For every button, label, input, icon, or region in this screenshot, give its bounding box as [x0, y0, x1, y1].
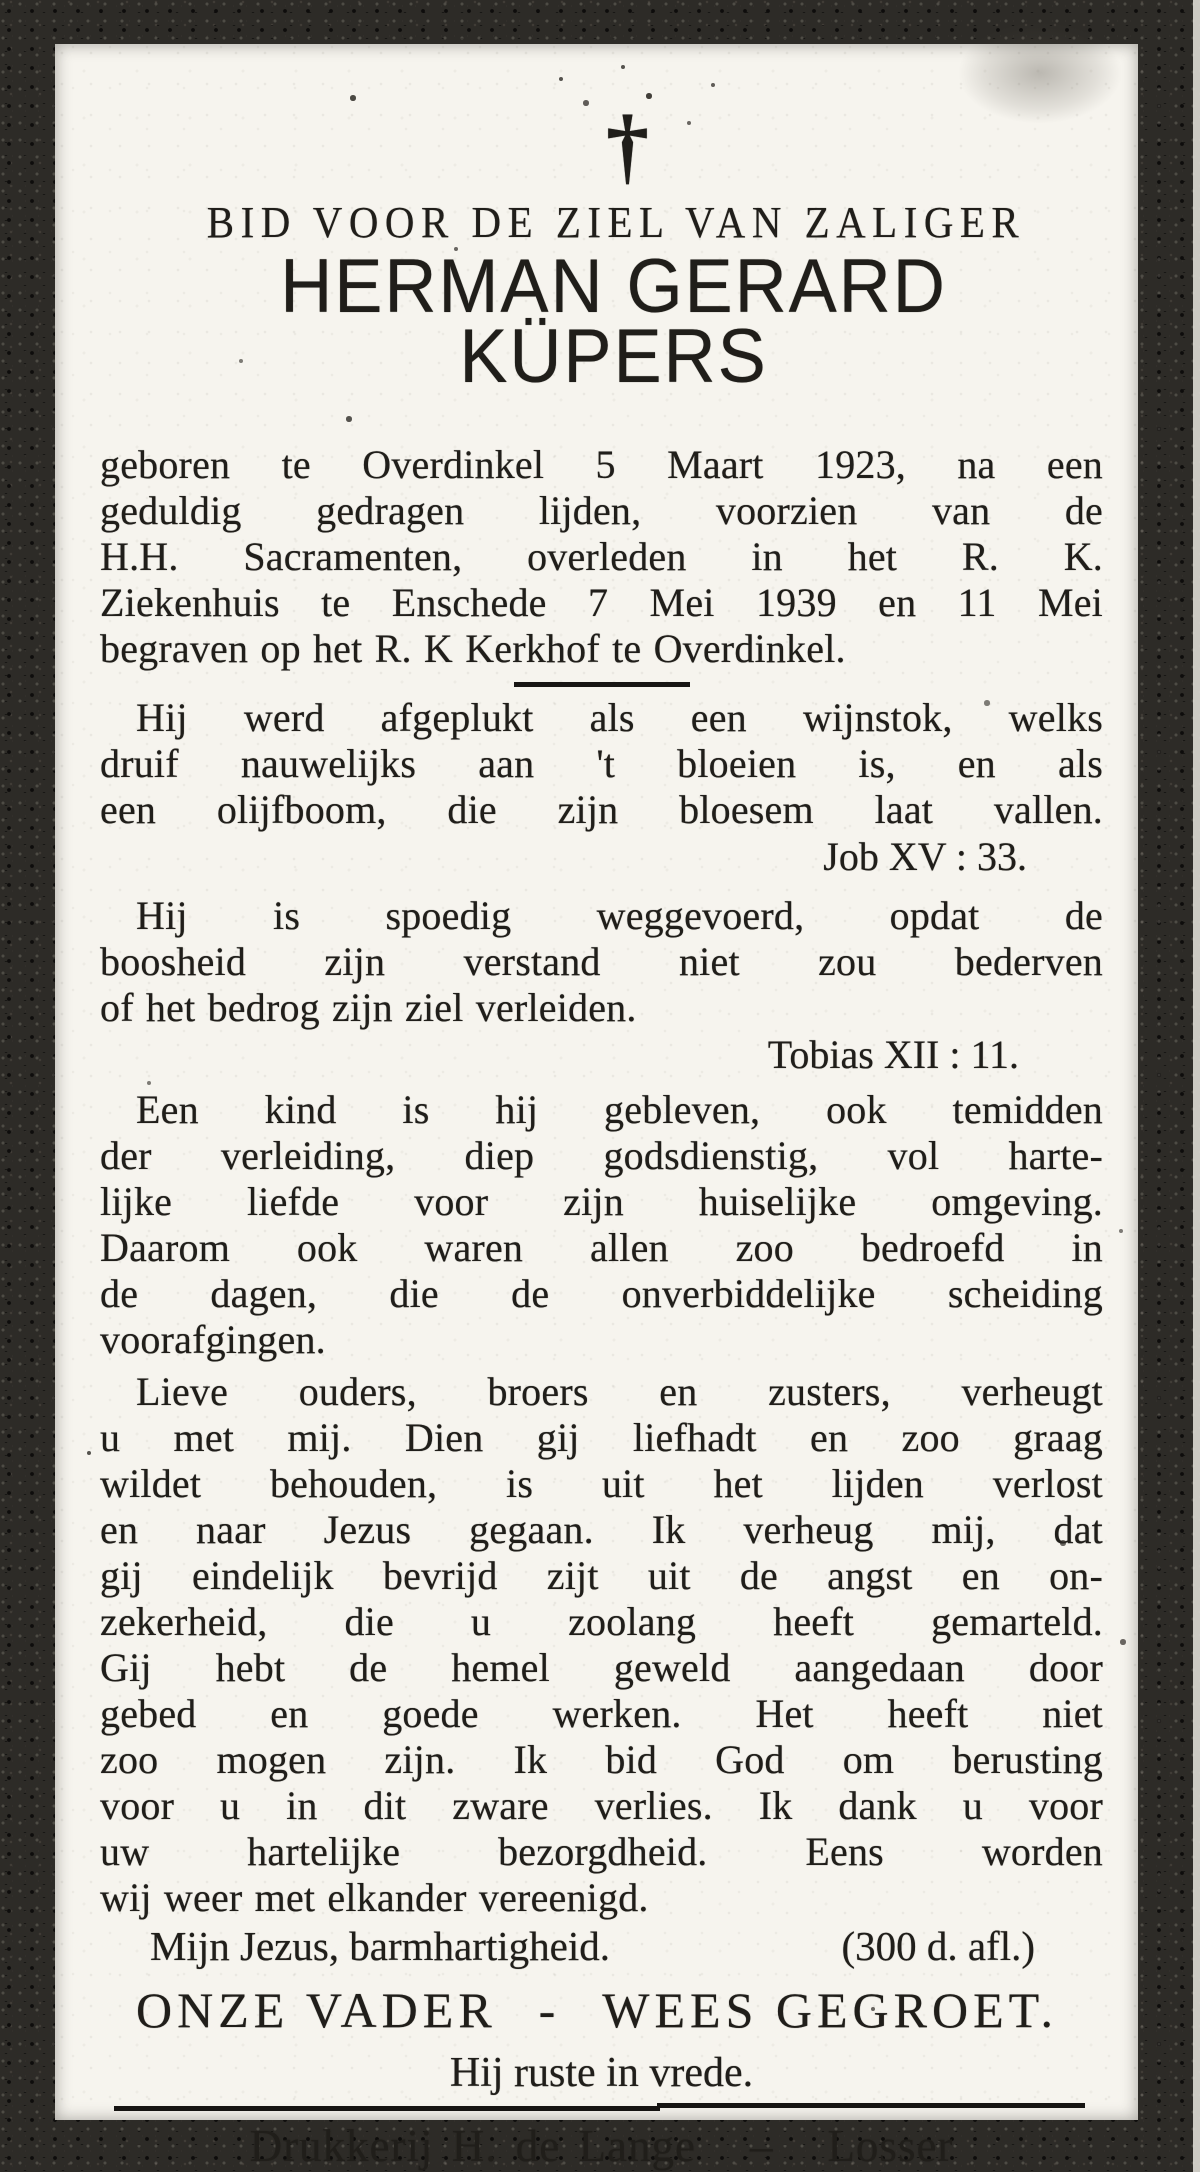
prayers-line	[100, 1983, 1103, 2037]
text-line: Ziekenhuis te Enschede 7 Mei 1939 en 11 Mei	[100, 580, 1103, 625]
footer-divider	[100, 2103, 1103, 2111]
text-line: wij weer met elkander vereenigd.	[100, 1875, 649, 1920]
text-line: geduldig gedragen lijden, voorzien van de	[100, 488, 1103, 533]
text-line: u met mij. Dien gij liefhadt en zoo graag	[100, 1415, 1103, 1460]
section-divider	[514, 682, 690, 687]
indulgence-note: (300 d. afl.)	[841, 1923, 1035, 1969]
text-line: voorafgingen.	[100, 1317, 326, 1362]
text-line: Een kind is hij gebleven, ook temidden	[136, 1087, 1103, 1132]
text-line: geboren te Overdinkel 5 Maart 1923, na een	[100, 442, 1103, 487]
scripture-citation: Tobias XII : 11.	[767, 1032, 1019, 1077]
text-line: voor u in dit zware verlies. Ik dank u voor	[100, 1783, 1103, 1828]
rest-in-peace-line: Hij ruste in vrede.	[449, 2050, 754, 2096]
prayer-wees-gegroet: WEES GEGROET.	[602, 1982, 1058, 2038]
text-line: wildet behouden, is uit het lijden verlost	[100, 1461, 1103, 1506]
text-line: Hij is spoedig weggevoerd, opdat de	[136, 893, 1103, 938]
text-line: de dagen, die de onverbiddelijke scheiding	[100, 1271, 1103, 1316]
printer-credit	[100, 2121, 1103, 2171]
text-line: Daarom ook waren allen zoo bedroefd in	[100, 1225, 1103, 1270]
text-line: een olijfboom, die zijn bloesem laat vallen.	[100, 787, 1103, 832]
scan-specks	[0, 0, 2, 2]
text-line: boosheid zijn verstand niet zou bederven	[100, 939, 1103, 984]
scan-smudge	[935, 8, 1145, 138]
farewell-paragraph	[100, 1369, 1103, 1921]
scripture-citation: Job XV : 33.	[823, 834, 1027, 879]
footer-divider-right-segment	[657, 2103, 1085, 2108]
text-line: gebed en goede werken. Het heeft niet	[100, 1691, 1103, 1736]
prayer-separator: -	[538, 1982, 561, 2038]
footer-divider-left-segment	[114, 2106, 660, 2111]
text-line: zekerheid, die u zoolang heeft gemarteld.	[100, 1599, 1103, 1644]
scan-edge-strip	[1193, 0, 1200, 2172]
eulogy-paragraph	[100, 1087, 1103, 1363]
text-line: zoo mogen zijn. Ik bid God om berusting	[100, 1737, 1103, 1782]
text-line: uw hartelijke bezorgdheid. Eens worden	[100, 1829, 1103, 1874]
text-line: druif nauwelijks aan 't bloeien is, en als	[100, 741, 1103, 786]
text-line: of het bedrog zijn ziel verleiden.	[100, 985, 637, 1030]
prayer-onze-vader: ONZE VADER	[136, 1982, 497, 2038]
text-line: en naar Jezus gegaan. Ik verheug mij, dat	[100, 1507, 1103, 1552]
text-line: begraven op het R. K Kerkhof te Overdinkel.	[100, 626, 846, 671]
text-line: lijke liefde voor zijn huiselijke omgeving.	[100, 1179, 1103, 1224]
deceased-name-text: HERMAN GERARD KÜPERS	[280, 244, 947, 399]
prayer-card	[55, 44, 1138, 2171]
text-line: gij eindelijk bevrijd zijt uit de angst en on-	[100, 1553, 1103, 1598]
scripture-quote-tobias	[100, 893, 1103, 1077]
card-subtitle-text: BID VOOR DE ZIEL VAN ZALIGER	[206, 198, 1025, 247]
text-line: der verleiding, diep godsdienstig, vol harte-	[100, 1133, 1103, 1178]
text-line: Hij werd afgeplukt als een wijnstok, welks	[136, 695, 1103, 740]
card-subtitle	[114, 198, 1117, 248]
text-line: Gij hebt de hemel geweld aangedaan door	[100, 1645, 1103, 1690]
printer-place: Losser	[827, 2121, 954, 2171]
invocation-line	[100, 1923, 1103, 1969]
text-line: Lieve ouders, broers en zusters, verheugt	[136, 1369, 1103, 1414]
text-line: H.H. Sacramenten, overleden in het R. K.	[100, 534, 1103, 579]
cross-icon: †	[606, 97, 649, 193]
printer-dash: –	[749, 2121, 774, 2171]
printer-name: Drukkerij H. de Lange	[249, 2121, 696, 2171]
intro-paragraph	[100, 442, 1103, 672]
invocation-text: Mijn Jezus, barmhartigheid.	[150, 1923, 611, 1969]
scripture-quote-job	[100, 695, 1103, 879]
deceased-name	[112, 244, 1115, 399]
